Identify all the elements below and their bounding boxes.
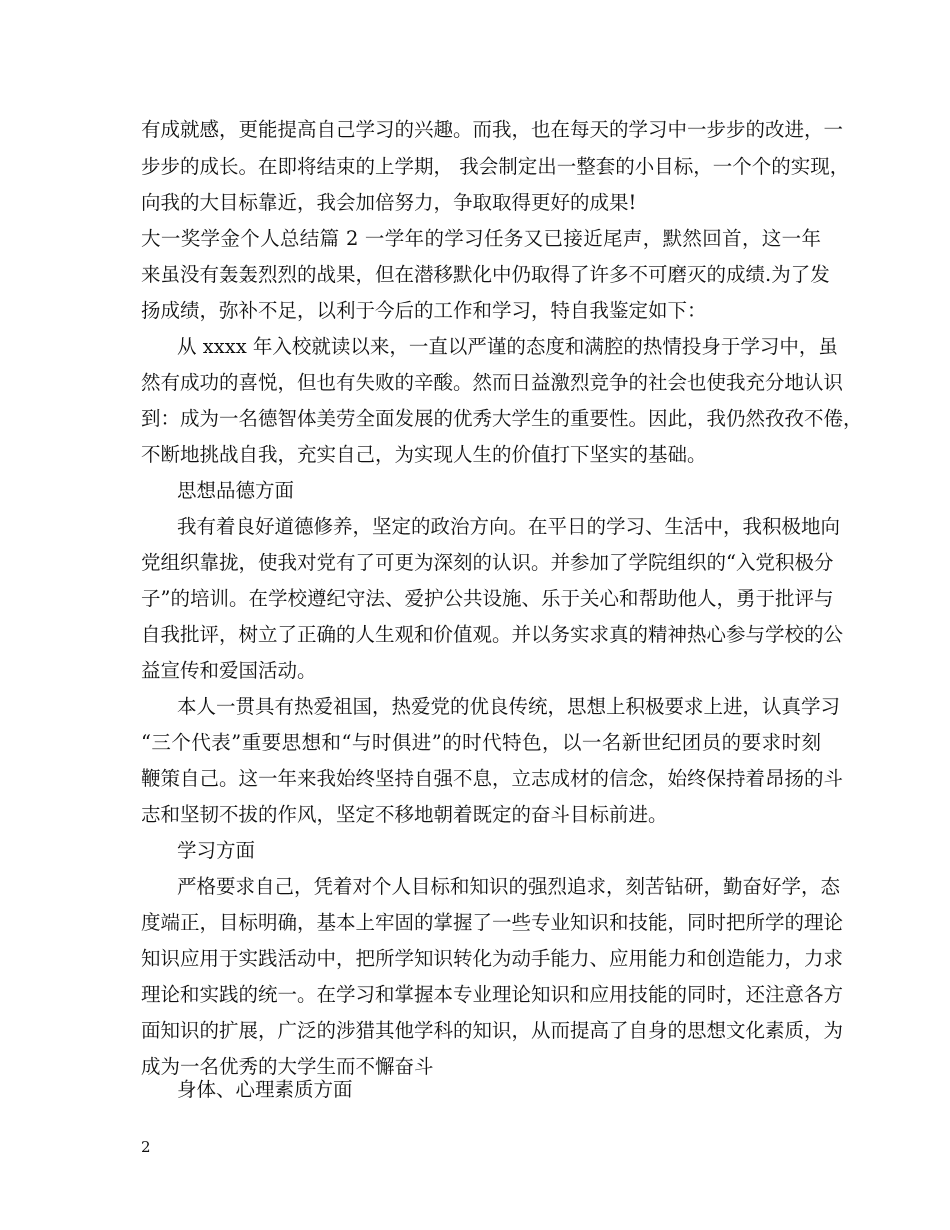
body-text-line: 鞭策自己。这一年来我始终坚持自强不息，立志成材的信念，始终保持着昂扬的斗 bbox=[141, 767, 844, 790]
paragraph-first-line: 我有着良好道德修养，坚定的政治方向。在平日的学习、生活中，我积极地向 bbox=[177, 515, 841, 538]
section-heading: 思想品德方面 bbox=[177, 479, 295, 502]
section-heading: 身体、心理素质方面 bbox=[177, 1078, 353, 1101]
section-heading: 学习方面 bbox=[177, 839, 256, 862]
body-text-line: 子”的培训。在学校遵纪守法、爱护公共设施、乐于关心和帮助他人，勇于批评与 bbox=[141, 587, 834, 610]
body-text-line: 来虽没有轰轰烈烈的战果，但在潜移默化中仍取得了许多不可磨灭的成绩.为了发 bbox=[141, 263, 830, 286]
body-text-line: 有成就感，更能提高自己学习的兴趣。而我，也在每天的学习中一步步的改进，一 bbox=[141, 118, 844, 141]
page-number: 2 bbox=[141, 1138, 151, 1156]
paragraph-first-line: 严格要求自己，凭着对个人目标和知识的强烈追求，刻苦钻研，勤奋好学，态 bbox=[177, 875, 841, 898]
body-text-line: 自我批评，树立了正确的人生观和价值观。并以务实求真的精神热心参与学校的公 bbox=[141, 623, 844, 646]
body-text-line: 面知识的扩展，广泛的涉猎其他学科的知识，从而提高了自身的思想文化素质，为 bbox=[141, 1019, 844, 1042]
paragraph-first-line: 从 xxxx 年入校就读以来，一直以严谨的态度和满腔的热情投身于学习中，虽 bbox=[177, 335, 838, 358]
body-text-line: “三个代表”重要思想和“与时俱进”的时代特色，以一名新世纪团员的要求时刻 bbox=[141, 731, 821, 754]
paragraph-first-line: 本人一贯具有热爱祖国，热爱党的优良传统，思想上积极要求上进，认真学习 bbox=[177, 695, 841, 718]
body-text-line: 知识应用于实践活动中，把所学知识转化为动手能力、应用能力和创造能力，力求 bbox=[141, 947, 844, 970]
body-text-line: 志和坚韧不拔的作风，坚定不移地朝着既定的奋斗目标前进。 bbox=[141, 803, 668, 826]
body-text-line: 扬成绩，弥补不足，以利于今后的工作和学习，特自我鉴定如下： bbox=[141, 299, 707, 322]
section-title-line: 大一奖学金个人总结篇 2 一学年的学习任务又已接近尾声，默然回首，这一年 bbox=[141, 227, 821, 250]
body-text-line: 党组织靠拢，使我对党有了可更为深刻的认识。并参加了学院组织的“入党积极分 bbox=[141, 551, 834, 574]
body-text-line: 度端正，目标明确，基本上牢固的掌握了一些专业知识和技能，同时把所学的理论 bbox=[141, 911, 844, 934]
body-text-line: 益宣传和爱国活动。 bbox=[141, 659, 317, 682]
body-text-line: 理论和实践的统一。在学习和掌握本专业理论知识和应用技能的同时，还注意各方 bbox=[141, 983, 844, 1006]
body-text-line: 步步的成长。在即将结束的上学期， 我会制定出一整套的小目标，一个个的实现， bbox=[141, 155, 850, 178]
body-text-line: 成为一名优秀的大学生而不懈奋斗 bbox=[141, 1055, 434, 1078]
body-text-line: 不断地挑战自我，充实自己，为实现人生的价值打下坚实的基础。 bbox=[141, 443, 707, 466]
body-text-line: 向我的大目标靠近，我会加倍努力，争取取得更好的成果! bbox=[141, 191, 637, 214]
body-text-line: 然有成功的喜悦，但也有失败的辛酸。然而日益激烈竞争的社会也使我充分地认识 bbox=[141, 371, 844, 394]
body-text-line: 到：成为一名德智体美劳全面发展的优秀大学生的重要性。因此，我仍然孜孜不倦， bbox=[141, 407, 863, 430]
